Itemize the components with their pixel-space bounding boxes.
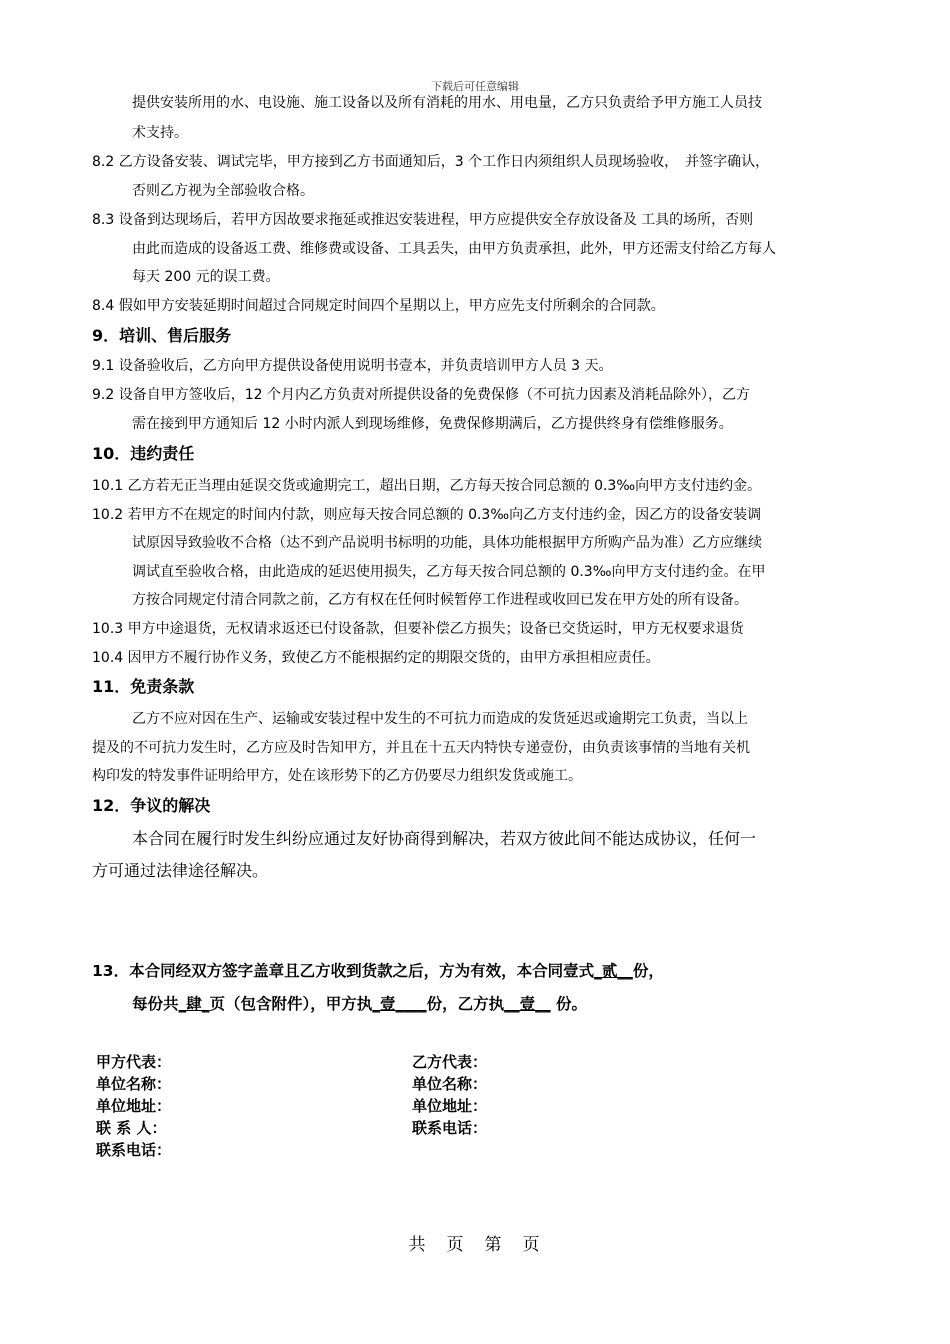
- party-b-prefix: 份，乙方执: [426, 995, 505, 1013]
- copies-suffix: 份，: [632, 962, 664, 980]
- party-a-unit-name-label: 单位名称：: [96, 1075, 172, 1093]
- party-b-phone-label: 联系电话：: [412, 1119, 488, 1137]
- section-13-intro: 13．本合同经双方签字盖章且乙方收到货款之后，方为有效，本合同壹式: [92, 962, 595, 980]
- party-a-representative-label: 甲方代表：: [96, 1053, 172, 1071]
- party-b-copies: __壹__: [504, 995, 551, 1013]
- party-b-unit-address-label: 单位地址：: [412, 1097, 488, 1115]
- section-11-paragraph-line-3: 构印发的特发事件证明给甲方，处在该形势下的乙方仍要尽力组织发货或施工。: [92, 768, 582, 784]
- party-b-unit-name-label: 单位名称：: [412, 1075, 488, 1093]
- clause-8-3-line-1: 8.3 设备到达现场后，若甲方因故要求拖延或推迟安装进程，甲方应提供安全存放设备及 工具的场所，否则: [92, 212, 754, 228]
- section-12-heading: 12．争议的解决: [92, 796, 211, 815]
- clause-9-2-line-2: 需在接到甲方通知后 12 小时内派人到现场维修，免费保修期满后，乙方提供终身有偿维修服务。: [132, 416, 733, 432]
- clause-8-2-line-1: 8.2 乙方设备安装、调试完毕，甲方接到乙方书面通知后，3 个工作日内须组织人员现场验收， 并签字确认，: [92, 154, 770, 170]
- watermark-header: 下载后可任意编辑: [431, 80, 519, 93]
- clause-10-3-line-1: 10.3 甲方中途退货，无权请求返还已付设备款，但要补偿乙方损失；设备已交货运时，甲方无权要求退货: [92, 621, 744, 637]
- clause-8-4-line-1: 8.4 假如甲方安装延期时间超过合同规定时间四个星期以上，甲方应先支付所剩余的合同款。: [92, 298, 665, 314]
- party-a-copies: _壹____: [372, 995, 427, 1013]
- section-13-line-2: [132, 993, 587, 1015]
- party-a-unit-address-label: 单位地址：: [96, 1097, 172, 1115]
- clause-8-1-continuation-line-1: 提供安装所用的水、电设施、施工设备以及所有消耗的用水、用电量，乙方只负责给予甲方施工人员技: [132, 95, 762, 111]
- section-11-paragraph-line-2: 提及的不可抗力发生时，乙方应及时告知甲方，并且在十五天内特快专递壹份，由负责该事情的当地有关机: [92, 740, 750, 756]
- section-13-line-1: [92, 960, 664, 982]
- page-footer: 共 页 第 页: [408, 1235, 542, 1255]
- section-9-heading: 9．培训、售后服务: [92, 326, 232, 345]
- clause-8-3-line-2: 由此而造成的设备返工费、维修费或设备、工具丢失，由甲方负责承担，此外，甲方还需支付给乙方每人: [132, 241, 776, 257]
- copies-count: _贰__: [594, 962, 633, 980]
- pages-prefix: 每份共: [132, 995, 179, 1013]
- party-a-phone-label: 联系电话：: [96, 1141, 172, 1159]
- section-11-paragraph-line-1: 乙方不应对因在生产、运输或安装过程中发生的不可抗力而造成的发货延迟或逾期完工负责，当以上: [132, 711, 748, 727]
- party-b-representative-label: 乙方代表：: [412, 1053, 488, 1071]
- clause-10-2-line-2: 试原因导致验收不合格（达不到产品说明书标明的功能，具体功能根据甲方所购产品为准）乙方应继续: [132, 535, 762, 551]
- clause-10-2-line-4: 方按合同规定付清合同款之前，乙方有权在任何时候暂停工作进程或收回已发在甲方处的所有设备。: [132, 592, 748, 608]
- section-10-heading: 10．违约责任: [92, 444, 195, 463]
- clause-9-1-line-1: 9.1 设备验收后，乙方向甲方提供设备使用说明书壹本，并负责培训甲方人员 3 天。: [92, 358, 613, 374]
- section-11-heading: 11．免责条款: [92, 677, 195, 696]
- pages-count: _肆_: [178, 995, 210, 1013]
- section-12-paragraph-line-2: 方可通过法律途径解决。: [92, 861, 269, 880]
- pages-suffix: 页（包含附件），甲方执: [209, 995, 373, 1013]
- clause-10-2-line-3: 调试直至验收合格，由此造成的延迟使用损失，乙方每天按合同总额的 0.3‰向甲方支付违约金。在甲: [132, 564, 766, 580]
- clause-10-4-line-1: 10.4 因甲方不履行协作义务，致使乙方不能根据约定的期限交货的，由甲方承担相应责任。: [92, 650, 660, 666]
- section-13-end: 份。: [550, 995, 587, 1013]
- clause-8-2-line-2: 否则乙方视为全部验收合格。: [132, 183, 314, 199]
- clause-8-1-continuation-line-2: 术支持。: [132, 125, 188, 141]
- section-12-paragraph-line-1: 本合同在履行时发生纠纷应通过友好协商得到解决，若双方彼此间不能达成协议，任何一: [132, 829, 757, 848]
- clause-9-2-line-1: 9.2 设备自甲方签收后，12 个月内乙方负责对所提供设备的免费保修（不可抗力因素及消耗品除外），乙方: [92, 387, 750, 403]
- clause-10-2-line-1: 10.2 若甲方不在规定的时间内付款，则应每天按合同总额的 0.3‰向乙方支付违约金，因乙方的设备安装调: [92, 507, 762, 523]
- clause-10-1-line-1: 10.1 乙方若无正当理由延误交货或逾期完工，超出日期，乙方每天按合同总额的 0.3‰向甲方支付违约金。: [92, 478, 762, 494]
- clause-8-3-line-3: 每天 200 元的误工费。: [132, 269, 280, 285]
- party-a-contact-person-label: 联 系 人：: [96, 1119, 167, 1137]
